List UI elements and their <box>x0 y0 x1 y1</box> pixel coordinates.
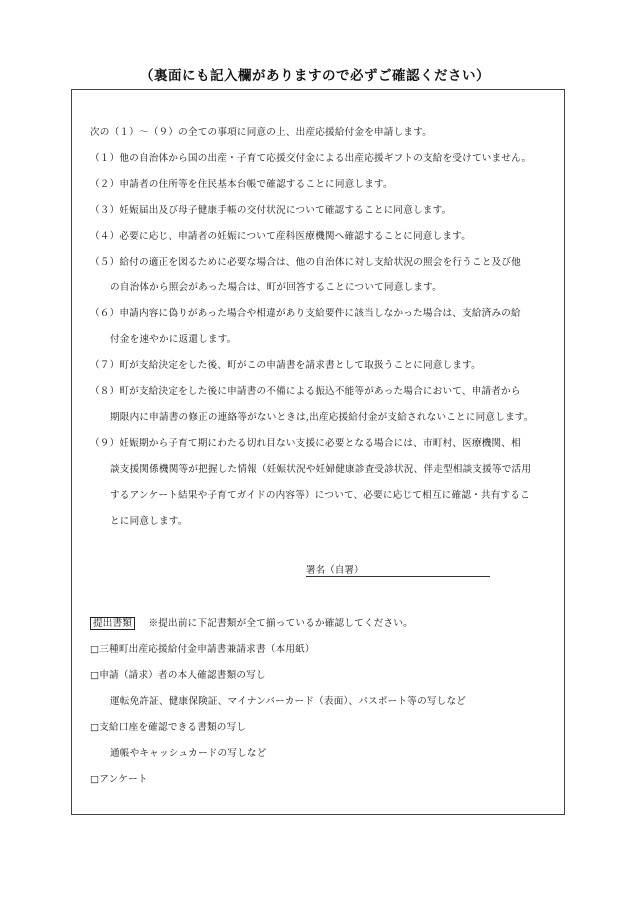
consent-item-5-cont: の自治体から照会があった場合は、町が回答することについて同意します。 <box>110 282 442 293</box>
page-heading: （裏面にも記入欄がありますので必ずご確認ください） <box>140 68 490 84</box>
consent-item-6: （６）申請内容に偽りがあった場合や相違があり支給要件に該当しなかった場合は、支給済みの給 <box>90 308 521 319</box>
document-item-bank: □支給口座を確認できる書類の写し <box>90 722 247 733</box>
documents-note: ※提出前に下記書類が全て揃っているか確認してください。 <box>148 618 413 629</box>
consent-item-8: （８）町が支給決定をした後に申請書の不備による振込不能等があった場合において、申請者から <box>90 386 521 397</box>
consent-item-9-cont-3: とに同意します。 <box>110 516 188 527</box>
signature-label: 署名（自署） <box>306 565 364 576</box>
signature-line[interactable] <box>306 576 490 577</box>
intro-text: 次の（１）～（９）の全ての事項に同意の上、出産応援給付金を申請します。 <box>90 127 433 138</box>
document-item-bank-examples: 通帳やキャッシュカードの写しなど <box>110 748 267 759</box>
consent-item-9: （９）妊娠期から子育て期にわたる切れ目ない支援に必要となる場合には、市町村、医療機関、相 <box>90 438 521 449</box>
document-item-survey: □アンケート <box>90 774 148 785</box>
consent-item-4: （４）必要に応じ、申請者の妊娠について産科医療機関へ確認することに同意します。 <box>90 231 471 242</box>
documents-title: 提出書類 <box>90 617 135 630</box>
consent-item-1: （１）他の自治体から国の出産・子育て応援交付金による出産応援ギフトの支給を受けていません。 <box>90 153 532 164</box>
consent-item-9-cont-1: 談支援関係機関等が把握した情報（妊娠状況や妊婦健康診査受診状況、伴走型相談支援等で活用 <box>110 464 532 475</box>
documents-header <box>90 615 413 629</box>
document-item-application: □三種町出産応援給付金申請書兼請求書（本用紙） <box>90 644 315 655</box>
document-item-id: □申請（請求）者の本人確認書類の写し <box>90 670 266 681</box>
consent-item-9-cont-2: するアンケート結果や子育てガイドの内容等）について、必要に応じて相互に確認・共有するこ <box>110 490 530 501</box>
consent-item-3: （３）妊娠届出及び母子健康手帳の交付状況について確認することに同意します。 <box>90 205 452 216</box>
consent-item-7: （７）町が支給決定をした後、町がこの申請書を請求書として取扱うことに同意します。 <box>90 360 481 371</box>
consent-item-5: （５）給付の適正を図るために必要な場合は、他の自治体に対し支給状況の照会を行うこと及び他 <box>90 257 521 268</box>
consent-item-8-cont: 期限内に申請書の修正の連絡等がないときは,出産応援給付金が支給されないことに同意します。 <box>110 412 534 423</box>
consent-item-2: （２）申請者の住所等を住民基本台帳で確認することに同意します。 <box>90 179 393 190</box>
document-item-id-examples: 運転免許証、健康保険証、マイナンバーカード（表面）、パスポート等の写しなど <box>110 696 467 707</box>
consent-item-6-cont: 付金を速やかに返還します。 <box>110 334 237 345</box>
